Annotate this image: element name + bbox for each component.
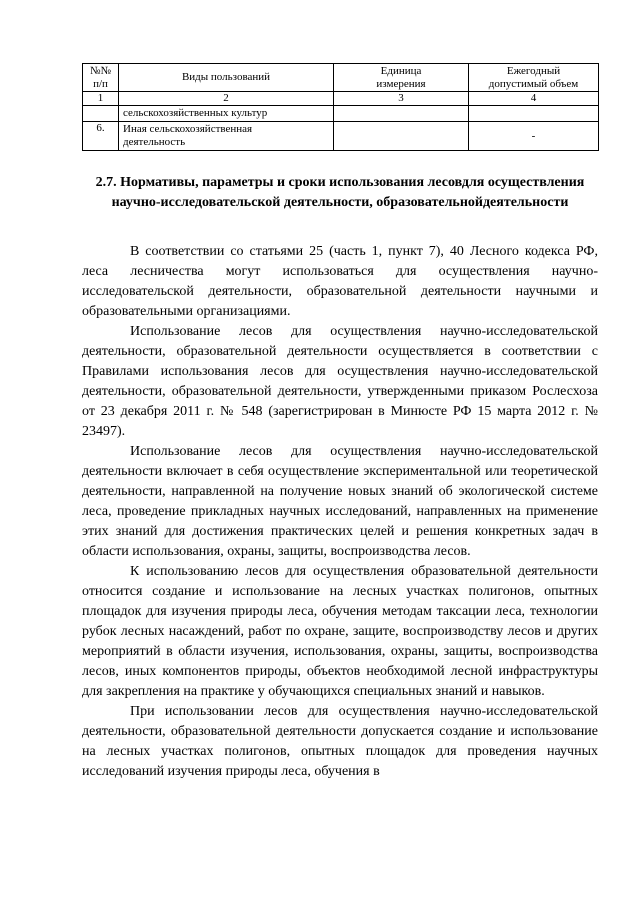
- row-unit: [334, 106, 469, 122]
- header-use-type: Виды пользований: [119, 64, 334, 92]
- header-unit: Единица измерения: [334, 64, 469, 92]
- row-volume: -: [469, 122, 599, 151]
- body-text: [82, 242, 598, 782]
- paragraph: В соответствии со статьями 25 (часть 1, пункт 7), 40 Лесного кодекса РФ, леса лесничества могут использоваться для осуществления научно-исследовательской деятельности, образовательной деятельности научными и образовательными организациями.: [82, 244, 598, 319]
- row-num: [83, 106, 119, 122]
- row-unit: [334, 122, 469, 151]
- index-cell: 4: [469, 92, 599, 106]
- index-cell: 1: [83, 92, 119, 106]
- index-cell: 3: [334, 92, 469, 106]
- table-index-row: [83, 92, 599, 106]
- paragraph: При использовании лесов для осуществления научно-исследовательской деятельности, образовательной деятельности допускается создание и использование на лесных участках полигонов, опытных площадок для проведения научных исследований изучения природы леса, обучения в: [82, 704, 598, 779]
- table-row: [83, 106, 599, 122]
- index-cell: 2: [119, 92, 334, 106]
- paragraph: К использованию лесов для осуществления образовательной деятельности относится создание и использование на лесных участках полигонов, опытных площадок для изучения природы леса, обучения методам таксации леса, технологии рубок лесных насаждений, работ по охране, защите, воспроизводству лесов и других мероприятий в области изучения, использования, охраны, защиты, воспроизводства лесов, иных компонентов природы, объектов необходимой лесной инфраструктуры для закрепления на практике у обучающихся специальных знаний и навыков.: [82, 564, 598, 699]
- header-num: №№ п/п: [83, 64, 119, 92]
- paragraph: Использование лесов для осуществления научно-исследовательской деятельности включает в себя осуществление экспериментальной или теоретической деятельности, направленной на получение новых знаний об экологической системе леса, проведение прикладных научных исследований, направленных на применение этих знаний для достижения практических целей и решения конкретных задач в области использования, охраны, защиты, воспроизводства лесов.: [82, 444, 598, 559]
- table-row: [83, 122, 599, 151]
- section-title: 2.7. Нормативы, параметры и сроки использования лесовдля осуществления научно-исследовательской деятельности, образовательнойдеятельности: [95, 175, 585, 210]
- row-volume: [469, 106, 599, 122]
- row-use-type: Иная сельскохозяйственная деятельность: [119, 122, 334, 151]
- row-use-type: сельскохозяйственных культур: [119, 106, 334, 122]
- forest-use-table: [82, 63, 599, 151]
- header-annual-volume: Ежегодный допустимый объем: [469, 64, 599, 92]
- row-num: 6.: [83, 122, 119, 151]
- table-header-row: [83, 64, 599, 92]
- paragraph: Использование лесов для осуществления научно-исследовательской деятельности, образовательной деятельности осуществляется в соответствии с Правилами использования лесов для осуществления научно-исследовательской деятельности, образовательной деятельности, утвержденными приказом Рослесхоза от 23 декабря 2011 г. № 548 (зарегистрирован в Минюсте РФ 15 марта 2012 г. № 23497).: [82, 324, 598, 439]
